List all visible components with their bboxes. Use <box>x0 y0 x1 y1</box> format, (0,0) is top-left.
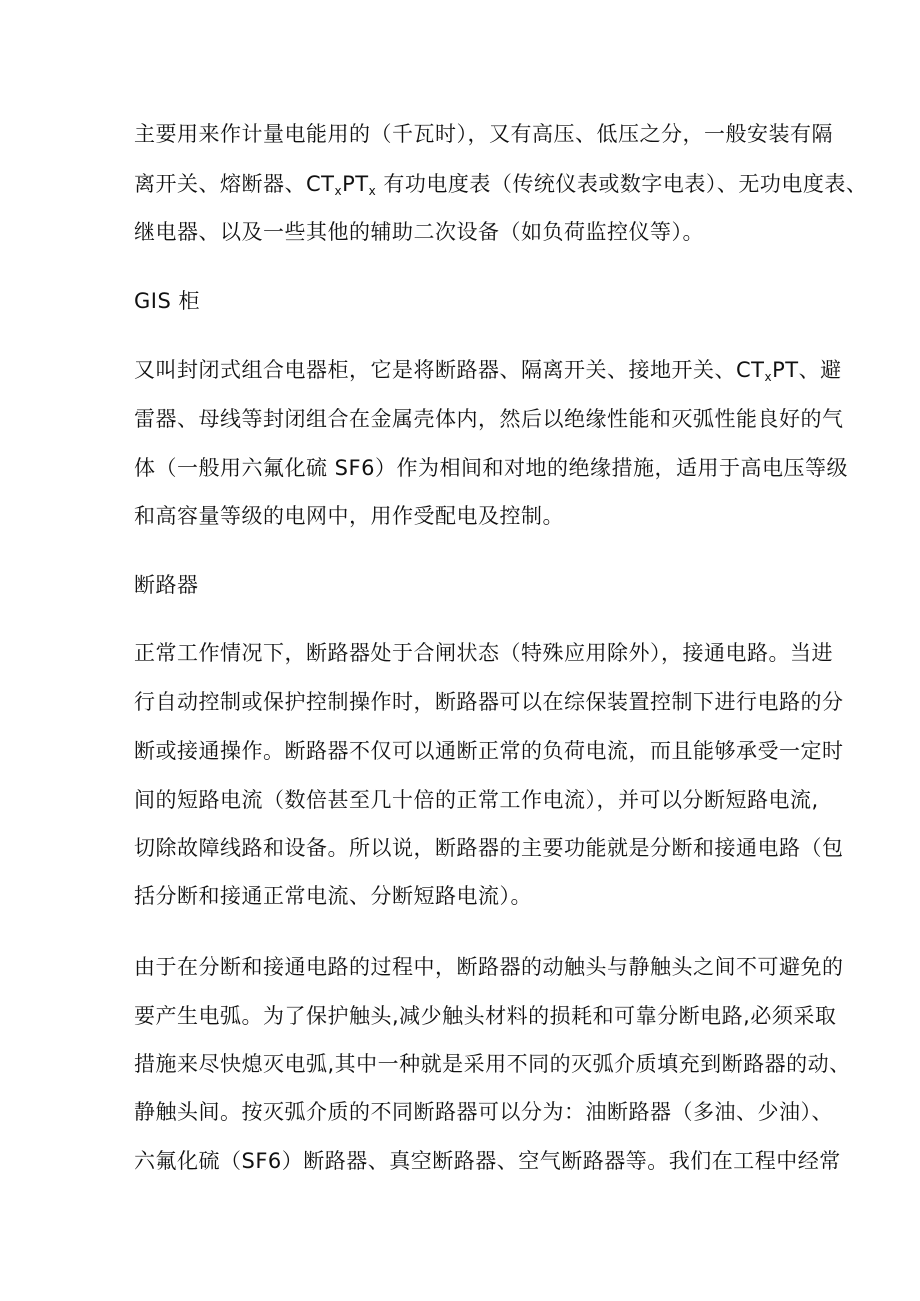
text-run: PT、避 <box>772 358 842 382</box>
section-heading-breaker: 断路器 <box>134 573 199 597</box>
subscript: x <box>764 370 773 384</box>
text-run: 离开关、熔断器、CT <box>134 172 335 196</box>
paragraph-line: 主要用来作计量电能用的（千瓦时），又有高压、低压之分，一般安装有隔 <box>134 122 833 146</box>
text-run: PT <box>342 172 369 196</box>
paragraph-line: 和高容量等级的电网中，用作受配电及控制。 <box>134 504 564 528</box>
paragraph-line: 由于在分断和接通电路的过程中，断路器的动触头与静触头之间不可避免的 <box>134 955 844 979</box>
text-run: 又叫封闭式组合电器柜，它是将断路器、隔离开关、接地开关、CT <box>134 358 765 382</box>
paragraph-line: 继电器、以及一些其他的辅助二次设备（如负荷监控仪等）。 <box>134 220 704 244</box>
paragraph-line: 措施来尽快熄灭电弧,其中一种就是采用不同的灭弧介质填充到断路器的动、 <box>134 1052 851 1076</box>
section-heading-gis: GIS 柜 <box>134 289 200 313</box>
paragraph-line <box>134 170 867 198</box>
paragraph-line: 断或接通操作。断路器不仅可以通断正常的负荷电流，而且能够承受一定时 <box>134 739 844 763</box>
subscript: x <box>368 184 377 198</box>
subscript: x <box>334 184 343 198</box>
paragraph-line: 括分断和接通正常电流、分断短路电流）。 <box>134 884 532 908</box>
paragraph-line: 间的短路电流（数倍甚至几十倍的正常工作电流），并可以分断短路电流, <box>134 788 819 812</box>
paragraph-line: 体（一般用六氟化硫 SF6）作为相间和对地的绝缘措施，适用于高电压等级 <box>134 456 848 480</box>
paragraph-line <box>134 356 842 384</box>
paragraph-line: 要产生电弧。为了保护触头,减少触头材料的损耗和可靠分断电路,必须采取 <box>134 1004 837 1028</box>
paragraph-line: 切除故障线路和设备。所以说，断路器的主要功能就是分断和接通电路（包 <box>134 836 844 860</box>
paragraph-line: 六氟化硫（SF6）断路器、真空断路器、空气断路器等。我们在工程中经常 <box>134 1149 841 1173</box>
paragraph-line: 静触头间。按灭弧介质的不同断路器可以分为：油断路器（多油、少油）、 <box>134 1100 833 1124</box>
paragraph-line: 行自动控制或保护控制操作时，断路器可以在综保装置控制下进行电路的分 <box>134 690 844 714</box>
text-run: 有功电度表（传统仪表或数字电表）、无功电度表、 <box>376 172 868 196</box>
paragraph-line: 正常工作情况下，断路器处于合闸状态（特殊应用除外），接通电路。当进 <box>134 641 833 665</box>
paragraph-line: 雷器、母线等封闭组合在金属壳体内，然后以绝缘性能和灭弧性能良好的气 <box>134 407 844 431</box>
